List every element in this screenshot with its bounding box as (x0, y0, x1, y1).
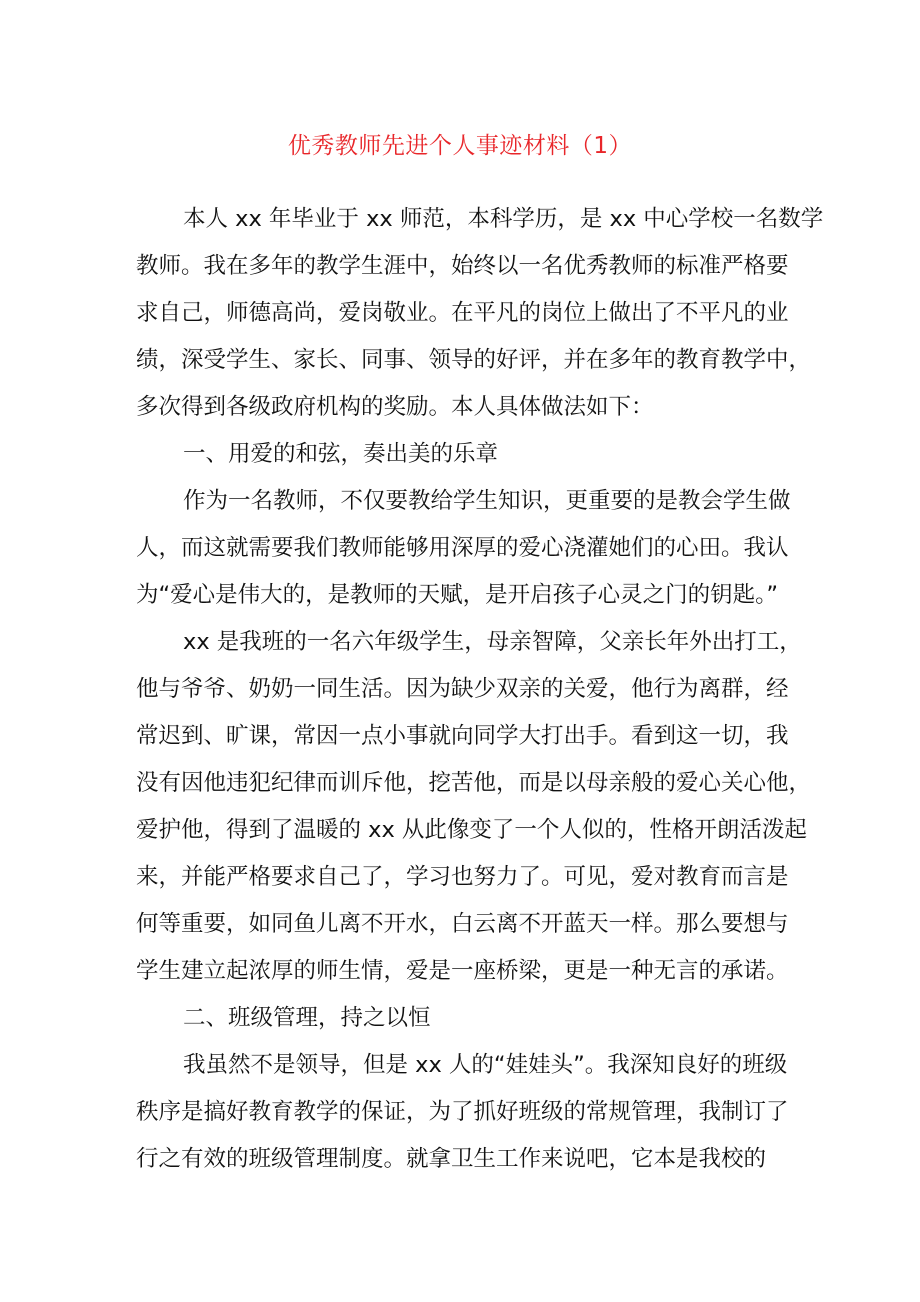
paragraph-line: 秩序是搞好教育教学的保证，为了抓好班级的常规管理，我制订了 (136, 1099, 789, 1125)
paragraph-line: 教师。我在多年的教学生涯中，始终以一名优秀教师的标准严格要 (136, 253, 789, 279)
paragraph-line: 绩，深受学生、家长、同事、领导的好评，并在多年的教育教学中， (136, 347, 812, 373)
paragraph-line: 来，并能严格要求自己了，学习也努力了。可见，爱对教育而言是 (136, 864, 789, 890)
paragraph-line: xx 是我班的一名六年级学生，母亲智障，父亲长年外出打工， (183, 629, 802, 655)
document-title: 优秀教师先进个人事迹材料（1） (287, 133, 633, 159)
paragraph-line: 学生建立起浓厚的师生情，爱是一座桥梁，更是一种无言的承诺。 (136, 958, 789, 984)
paragraph-line: 行之有效的班级管理制度。就拿卫生工作来说吧，它本是我校的 (136, 1146, 767, 1172)
paragraph-line: 为“爱心是伟大的，是教师的天赋，是开启孩子心灵之门的钥匙。” (136, 582, 779, 608)
paragraph-line: 常迟到、旷课，常因一点小事就向同学大打出手。看到这一切，我 (136, 723, 789, 749)
paragraph-line: 作为一名教师，不仅要教给学生知识，更重要的是教会学生做 (183, 488, 791, 514)
paragraph-line: 何等重要，如同鱼儿离不开水，白云离不开蓝天一样。那么要想与 (136, 911, 789, 937)
paragraph-line: 本人 xx 年毕业于 xx 师范，本科学历，是 xx 中心学校一名数学 (183, 206, 824, 232)
section-heading: 二、班级管理，持之以恒 (183, 1005, 431, 1031)
paragraph-line: 我虽然不是领导，但是 xx 人的“娃娃头”。我深知良好的班级 (183, 1052, 788, 1078)
paragraph-line: 多次得到各级政府机构的奖励。本人具体做法如下： (136, 394, 654, 420)
paragraph-line: 没有因他违犯纪律而训斥他，挖苦他，而是以母亲般的爱心关心他， (136, 770, 812, 796)
paragraph-line: 他与爷爷、奶奶一同生活。因为缺少双亲的关爱，他行为离群，经 (136, 676, 789, 702)
paragraph-line: 人，而这就需要我们教师能够用深厚的爱心浇灌她们的心田。我认 (136, 535, 789, 561)
paragraph-line: 求自己，师德高尚，爱岗敬业。在平凡的岗位上做出了不平凡的业 (136, 300, 789, 326)
section-heading: 一、用爱的和弦，奏出美的乐章 (183, 441, 499, 467)
paragraph-line: 爱护他，得到了温暖的 xx 从此像变了一个人似的，性格开朗活泼起 (136, 817, 807, 843)
